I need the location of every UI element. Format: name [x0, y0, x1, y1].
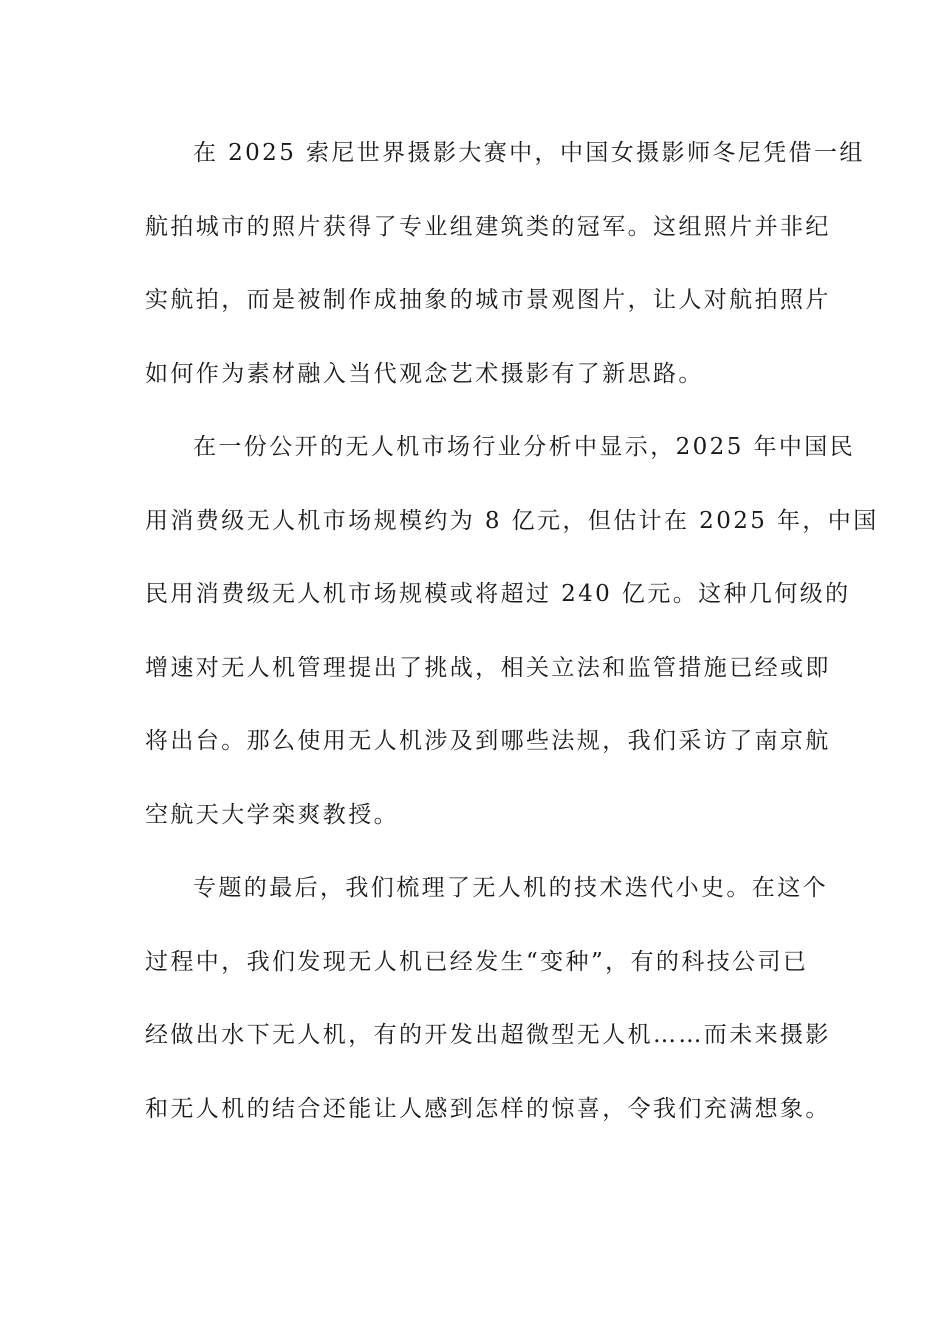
- text-line: 如何作为素材融入当代观念艺术摄影有了新思路。: [145, 360, 704, 387]
- text-line: 过程中，我们发现无人机已经发生“变种”，有的科技公司已: [145, 948, 809, 975]
- text-line: 经做出水下无人机，有的开发出超微型无人机……而未来摄影: [145, 1022, 831, 1048]
- text-line: 实航拍，而是被制作成抽象的城市景观图片，让人对航拍照片: [145, 287, 831, 313]
- text-line: 在 2025 索尼世界摄影大赛中，中国女摄影师冬尼凭借一组: [193, 140, 865, 166]
- text-line: 用消费级无人机市场规模约为 8 亿元，但估计在 2025 年，中国: [145, 507, 879, 534]
- paragraph-drone-market: [145, 417, 879, 858]
- paragraph-drone-history: [145, 858, 831, 1152]
- text-line: 和无人机的结合还能让人感到怎样的惊喜，令我们充满想象。: [145, 1095, 831, 1122]
- text-line: 航拍城市的照片获得了专业组建筑类的冠军。这组照片并非纪: [145, 213, 831, 240]
- text-line: 在一份公开的无人机市场行业分析中显示，2025 年中国民: [193, 434, 856, 460]
- text-line: 将出台。那么使用无人机涉及到哪些法规，我们采访了南京航: [145, 728, 831, 754]
- text-line: 增速对无人机管理提出了挑战，相关立法和监管措施已经或即: [145, 654, 831, 681]
- text-line: 空航天大学栾爽教授。: [145, 801, 399, 828]
- text-line: 专题的最后，我们梳理了无人机的技术迭代小史。在这个: [193, 875, 828, 901]
- text-line: 民用消费级无人机市场规模或将超过 240 亿元。这种几何级的: [145, 581, 851, 607]
- article-body: [145, 123, 879, 1152]
- paragraph-photography-contest: [145, 123, 865, 417]
